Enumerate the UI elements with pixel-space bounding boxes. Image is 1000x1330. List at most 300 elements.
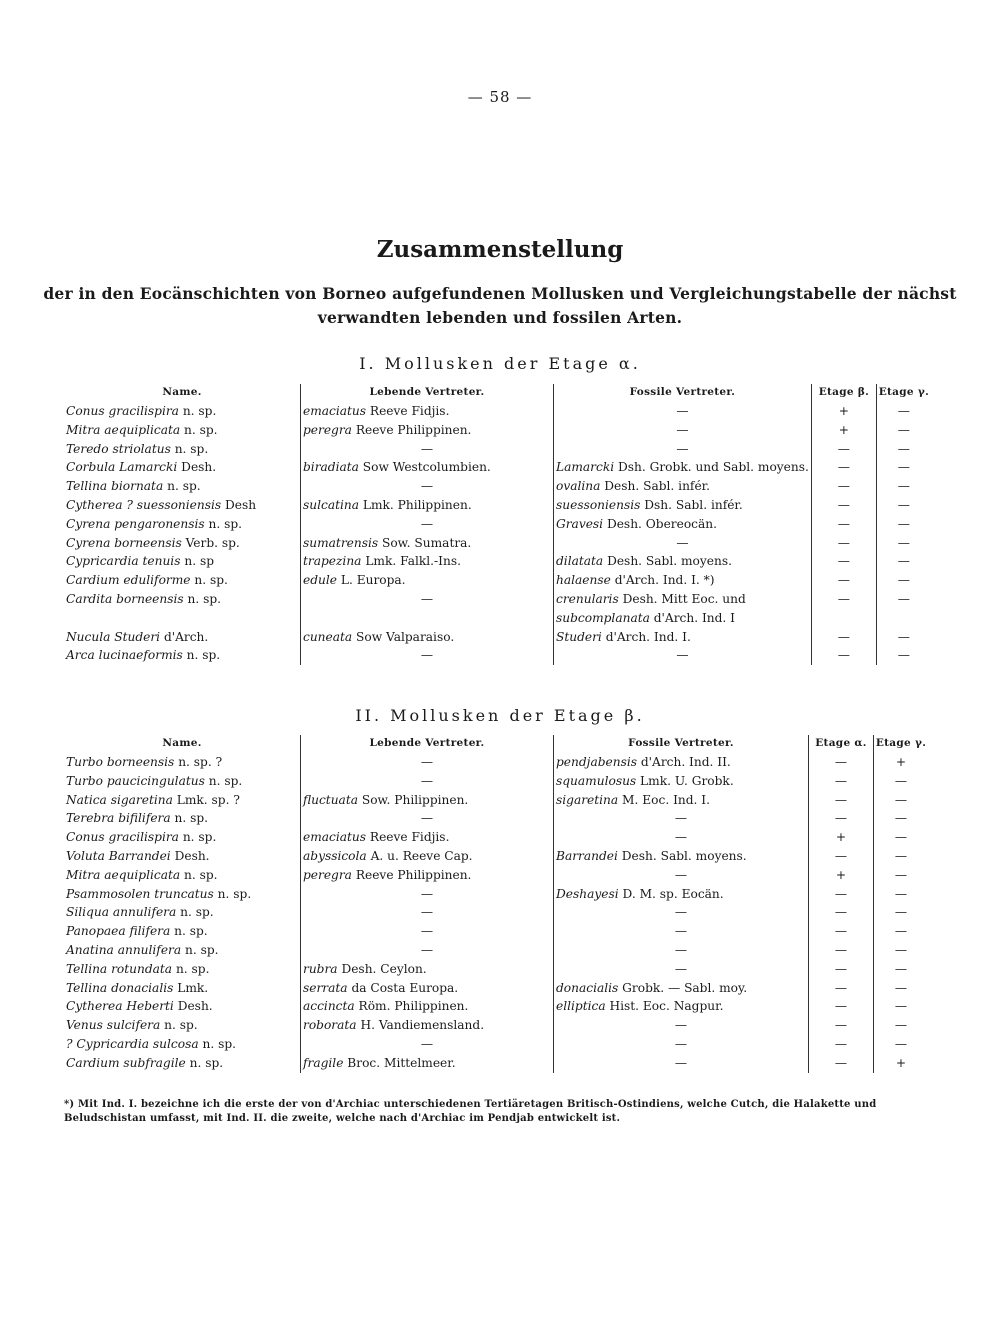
- table-row: [64, 979, 928, 998]
- etage-col-b-mark: —: [874, 885, 929, 904]
- section-2-heading: II. Mollusken der Etage β.: [355, 706, 645, 725]
- etage-col-b-mark: —: [874, 1016, 929, 1035]
- lebende-text: Lmk. Philippinen.: [362, 497, 472, 512]
- fossile-species: squamulosus: [556, 773, 637, 788]
- fossile-text: Lmk. U. Grobk.: [640, 773, 734, 788]
- fossile-cell: [554, 1035, 809, 1054]
- etage-col-a-mark: —: [811, 496, 876, 515]
- etage-col-b-mark: —: [874, 866, 929, 885]
- etage-col-b-mark: —: [874, 772, 929, 791]
- etage-col-b-mark: —: [874, 997, 929, 1016]
- etage-col-a-mark: —: [811, 590, 876, 628]
- table-row: [64, 440, 931, 459]
- lebende-text: Desh. Ceylon.: [341, 961, 427, 976]
- etage-col-a-mark: —: [809, 791, 874, 810]
- species-name: Cytherea Heberti: [66, 999, 174, 1014]
- etage-col-a-mark: —: [811, 477, 876, 496]
- lebende-text: da Costa Europa.: [351, 980, 459, 995]
- species-name-cell: [64, 496, 301, 515]
- fossile-text: —: [676, 441, 689, 456]
- species-author: Desh.: [181, 460, 217, 475]
- fossile-text: Desh. Obereocän.: [606, 516, 717, 531]
- lebende-cell: [301, 847, 554, 866]
- fossile-text: —: [674, 1055, 688, 1070]
- species-name: Mitra aequiplicata: [66, 867, 181, 882]
- lebende-text: —: [420, 811, 434, 826]
- species-name-cell: [64, 960, 301, 979]
- table-header-row: [64, 384, 931, 402]
- lebende-text: —: [420, 479, 434, 494]
- header-lebende: Lebende Vertreter.: [301, 384, 554, 402]
- fossile-cell: [554, 515, 812, 534]
- lebende-cell: [301, 997, 554, 1016]
- species-name-cell: [64, 440, 301, 459]
- lebende-cell: [301, 1054, 554, 1073]
- lebende-cell: [301, 772, 554, 791]
- fossile-cell: [554, 571, 812, 590]
- etage-col-a-mark: —: [809, 941, 874, 960]
- fossile-species-2: subcomplanata: [556, 610, 650, 625]
- table-row: [64, 646, 931, 665]
- etage-col-a-mark: —: [809, 960, 874, 979]
- species-name-cell: [64, 402, 301, 421]
- header-fossile: Fossile Vertreter.: [554, 735, 809, 753]
- etage-col-b-mark: —: [876, 402, 931, 421]
- subtitle: [40, 282, 960, 330]
- table-row: [64, 628, 931, 647]
- lebende-cell: [301, 590, 554, 628]
- header-etage-beta: Etage β.: [811, 384, 876, 402]
- etage-col-a-mark: —: [809, 753, 874, 772]
- lebende-species: sulcatina: [303, 497, 360, 512]
- table-row: [64, 847, 928, 866]
- etage-col-a-mark: +: [811, 402, 876, 421]
- fossile-text: M. Eoc. Ind. I.: [622, 792, 710, 807]
- etage-col-b-mark: —: [876, 440, 931, 459]
- lebende-cell: [301, 496, 554, 515]
- etage-col-b-mark: —: [876, 590, 931, 628]
- species-name: Venus sulcifera: [66, 1018, 161, 1033]
- species-name-cell: [64, 477, 301, 496]
- species-name: Psammosolen truncatus: [66, 886, 214, 901]
- species-name: ? Cypricardia sulcosa: [66, 1036, 199, 1051]
- fossile-species: elliptica: [556, 999, 606, 1014]
- species-author: n. sp.: [182, 830, 217, 845]
- fossile-text: Dsh. Sabl. infér.: [644, 497, 743, 512]
- lebende-text: Reeve Philippinen.: [355, 867, 472, 882]
- species-author: Verb. sp.: [185, 535, 240, 550]
- fossile-cell: [554, 979, 809, 998]
- etage-col-b-mark: —: [876, 571, 931, 590]
- species-name: Cypricardia tenuis: [66, 554, 181, 569]
- section-2-table: [64, 735, 928, 1073]
- table-header-row: [64, 735, 928, 753]
- species-name: Teredo striolatus: [66, 441, 171, 456]
- species-name-cell: [64, 809, 301, 828]
- etage-col-a-mark: —: [809, 903, 874, 922]
- table-row: [64, 534, 931, 553]
- lebende-cell: [301, 477, 554, 496]
- species-author: n. sp. ?: [178, 755, 223, 769]
- species-name: Tellina rotundata: [66, 961, 173, 976]
- lebende-species: peregra: [303, 867, 352, 882]
- table-row: [64, 997, 928, 1016]
- fossile-cell: [554, 590, 812, 628]
- lebende-cell: [301, 753, 554, 772]
- etage-col-b-mark: —: [876, 496, 931, 515]
- fossile-cell: [554, 552, 812, 571]
- fossile-text: Grobk. — Sabl. moy.: [622, 980, 748, 995]
- fossile-species: Deshayesi: [556, 886, 619, 901]
- lebende-text: H. Vandiemensland.: [360, 1018, 485, 1033]
- lebende-cell: [301, 440, 554, 459]
- species-name-cell: [64, 847, 301, 866]
- species-name-cell: [64, 866, 301, 885]
- fossile-cell: [554, 753, 809, 772]
- fossile-text: d'Arch. Ind. II.: [640, 755, 731, 769]
- species-author: Lmk. sp. ?: [176, 792, 240, 807]
- species-author: n. sp.: [164, 1018, 198, 1033]
- fossile-text: D. M. sp. Eocän.: [622, 886, 724, 901]
- table-row: [64, 866, 928, 885]
- species-name-cell: [64, 791, 301, 810]
- lebende-text: —: [420, 441, 434, 456]
- fossile-species: suessoniensis: [556, 497, 641, 512]
- species-author: n. sp.: [174, 441, 209, 456]
- species-author: Desh.: [174, 848, 210, 863]
- table-row: [64, 552, 931, 571]
- lebende-text: Sow. Philippinen.: [361, 792, 469, 807]
- fossile-text: —: [674, 811, 688, 826]
- lebende-text: —: [420, 591, 434, 606]
- fossile-text: Desh. Sabl. infér.: [604, 479, 711, 494]
- lebende-cell: [301, 941, 554, 960]
- lebende-cell: [301, 458, 554, 477]
- fossile-species: dilatata: [556, 554, 604, 569]
- species-name-cell: [64, 628, 301, 647]
- species-name: Cyrena pengaronensis: [66, 516, 205, 531]
- fossile-species: halaense: [556, 573, 611, 588]
- lebende-text: Reeve Fidjis.: [369, 830, 450, 845]
- species-author: n. sp.: [180, 905, 214, 920]
- lebende-species: peregra: [303, 422, 352, 437]
- fossile-species: sigaretina: [556, 792, 619, 807]
- etage-col-b-mark: —: [876, 477, 931, 496]
- fossile-text: Desh. Sabl. moyens.: [621, 848, 747, 863]
- etage-col-b-mark: +: [874, 753, 929, 772]
- species-name-cell: [64, 458, 301, 477]
- etage-col-b-mark: —: [874, 809, 929, 828]
- fossile-text: Dsh. Grobk. und Sabl. moyens.: [618, 460, 809, 475]
- lebende-text: Reeve Philippinen.: [355, 422, 472, 437]
- fossile-text: —: [676, 422, 689, 437]
- species-author: n. sp.: [186, 648, 221, 663]
- lebende-text: —: [420, 1036, 434, 1051]
- species-author: n. sp.: [182, 404, 217, 418]
- fossile-text: Hist. Eoc. Nagpur.: [609, 999, 724, 1014]
- table-row: [64, 809, 928, 828]
- etage-col-a-mark: —: [811, 440, 876, 459]
- species-name-cell: [64, 772, 301, 791]
- lebende-species: biradiata: [303, 460, 359, 475]
- table-row: [64, 458, 931, 477]
- header-name: Name.: [162, 737, 202, 749]
- fossile-cell: [554, 1054, 809, 1073]
- fossile-cell: [554, 496, 812, 515]
- lebende-text: Sow Valparaiso.: [356, 629, 455, 644]
- fossile-text: —: [674, 1018, 688, 1033]
- etage-col-b-mark: —: [874, 828, 929, 847]
- species-author: n. sp.: [175, 961, 210, 976]
- species-name: Voluta Barrandei: [66, 848, 171, 863]
- species-author: Lmk.: [177, 980, 209, 995]
- etage-col-a-mark: —: [811, 515, 876, 534]
- fossile-cell: [554, 421, 812, 440]
- etage-col-a-mark: —: [809, 885, 874, 904]
- species-name: Turbo paucicingulatus: [66, 773, 205, 788]
- lebende-cell: [301, 552, 554, 571]
- table-row: [64, 1016, 928, 1035]
- fossile-cell: [554, 402, 812, 421]
- lebende-cell: [301, 421, 554, 440]
- species-name: Siliqua annulifera: [66, 905, 177, 920]
- lebende-text: Lmk. Falkl.-Ins.: [365, 554, 461, 569]
- etage-col-a-mark: —: [811, 552, 876, 571]
- species-name-cell: [64, 1054, 301, 1073]
- lebende-text: A. u. Reeve Cap.: [370, 848, 473, 863]
- lebende-species: fragile: [303, 1055, 344, 1070]
- lebende-species: serrata: [303, 980, 348, 995]
- header-fossile: Fossile Vertreter.: [554, 384, 812, 402]
- fossile-text-2: d'Arch. Ind. I: [653, 610, 735, 625]
- table-row: [64, 402, 931, 421]
- fossile-cell: [554, 941, 809, 960]
- species-name: Corbula Lamarcki: [66, 460, 178, 475]
- page-title: Zusammenstellung: [376, 236, 624, 263]
- fossile-species: crenularis: [556, 591, 619, 606]
- species-name-cell: [64, 421, 301, 440]
- species-name-cell: [64, 922, 301, 941]
- lebende-cell: [301, 903, 554, 922]
- species-name: Cardium subfragile: [66, 1055, 186, 1070]
- etage-col-b-mark: —: [876, 421, 931, 440]
- fossile-cell: [554, 903, 809, 922]
- species-author: n. sp.: [187, 591, 222, 606]
- fossile-cell: [554, 534, 812, 553]
- table-row: [64, 828, 928, 847]
- fossile-text: Desh. Sabl. moyens.: [607, 554, 732, 569]
- species-name-cell: [64, 997, 301, 1016]
- fossile-cell: [554, 477, 812, 496]
- lebende-cell: [301, 628, 554, 647]
- lebende-species: emaciatus: [303, 830, 367, 845]
- species-name: Cytherea ? suessoniensis: [66, 497, 222, 512]
- etage-col-a-mark: —: [811, 628, 876, 647]
- table-row: [64, 1054, 928, 1073]
- species-name: Panopaea filifera: [66, 924, 171, 939]
- lebende-species: sumatrensis: [303, 535, 379, 550]
- fossile-text: —: [674, 867, 688, 882]
- header-etage-gamma: Etage γ.: [874, 735, 929, 753]
- etage-col-a-mark: +: [809, 866, 874, 885]
- fossile-text: —: [674, 924, 688, 939]
- table-row: [64, 496, 931, 515]
- etage-col-b-mark: —: [874, 979, 929, 998]
- page-number: — 58 —: [467, 88, 533, 106]
- lebende-text: L. Europa.: [340, 573, 406, 588]
- etage-col-b-mark: —: [874, 1035, 929, 1054]
- species-name-cell: [64, 828, 301, 847]
- table-row: [64, 571, 931, 590]
- fossile-text: —: [674, 830, 688, 845]
- fossile-cell: [554, 997, 809, 1016]
- species-name-cell: [64, 646, 301, 665]
- etage-col-a-mark: —: [809, 1016, 874, 1035]
- species-name-cell: [64, 1016, 301, 1035]
- lebende-cell: [301, 979, 554, 998]
- etage-col-b-mark: —: [876, 646, 931, 665]
- lebende-cell: [301, 828, 554, 847]
- species-name: Mitra aequiplicata: [66, 422, 181, 437]
- species-author: Desh.: [177, 999, 213, 1014]
- species-name-cell: [64, 941, 301, 960]
- fossile-text: —: [674, 1036, 688, 1051]
- lebende-species: accincta: [303, 999, 355, 1014]
- lebende-cell: [301, 646, 554, 665]
- etage-col-b-mark: —: [874, 941, 929, 960]
- fossile-species: Gravesi: [556, 516, 604, 531]
- table-row: [64, 885, 928, 904]
- lebende-text: —: [420, 516, 434, 531]
- lebende-species: cuneata: [303, 629, 353, 644]
- lebende-cell: [301, 885, 554, 904]
- fossile-cell: [554, 628, 812, 647]
- fossile-text: d'Arch. Ind. I.: [605, 629, 691, 644]
- species-name: Anatina annulifera: [66, 942, 182, 957]
- fossile-text: —: [676, 404, 689, 418]
- lebende-text: —: [420, 924, 434, 939]
- species-name-cell: [64, 552, 301, 571]
- species-author: n. sp.: [217, 886, 252, 901]
- fossile-cell: [554, 922, 809, 941]
- etage-col-b-mark: —: [876, 458, 931, 477]
- lebende-text: Broc. Mittelmeer.: [347, 1055, 456, 1070]
- table-row: [64, 941, 928, 960]
- header-etage-alpha: Etage α.: [809, 735, 874, 753]
- species-author: n. sp.: [184, 867, 218, 882]
- fossile-species: Studeri: [556, 629, 602, 644]
- lebende-species: trapezina: [303, 554, 362, 569]
- species-name-cell: [64, 515, 301, 534]
- species-author: n. sp.: [174, 924, 208, 939]
- table-row: [64, 421, 931, 440]
- table-row: [64, 772, 928, 791]
- lebende-cell: [301, 866, 554, 885]
- species-author: n. sp.: [208, 773, 243, 788]
- lebende-species: roborata: [303, 1018, 357, 1033]
- species-author: n. sp.: [189, 1055, 224, 1070]
- fossile-cell: [554, 772, 809, 791]
- fossile-species: ovalina: [556, 479, 601, 494]
- species-author: n. sp.: [184, 422, 218, 437]
- header-lebende: Lebende Vertreter.: [301, 735, 554, 753]
- species-name: Tellina donacialis: [66, 980, 174, 995]
- etage-col-b-mark: —: [874, 960, 929, 979]
- etage-col-a-mark: —: [809, 772, 874, 791]
- lebende-cell: [301, 922, 554, 941]
- etage-col-a-mark: —: [809, 997, 874, 1016]
- lebende-text: —: [420, 942, 434, 957]
- lebende-text: —: [420, 755, 434, 769]
- lebende-cell: [301, 960, 554, 979]
- lebende-text: —: [420, 905, 434, 920]
- etage-col-b-mark: —: [876, 628, 931, 647]
- fossile-cell: [554, 791, 809, 810]
- fossile-text: —: [676, 535, 689, 550]
- fossile-species: Barrandei: [556, 848, 618, 863]
- subtitle-line-1: der in den Eocänschichten von Borneo aufgefundenen Mollusken und Vergleichungstabelle der nächst: [43, 284, 957, 303]
- lebende-species: edule: [303, 573, 337, 588]
- table-row: [64, 960, 928, 979]
- species-name: Nucula Studeri: [66, 629, 161, 644]
- species-name: Natica sigaretina: [66, 792, 173, 807]
- fossile-cell: [554, 960, 809, 979]
- species-name-cell: [64, 1035, 301, 1054]
- etage-col-b-mark: —: [874, 922, 929, 941]
- header-name: Name.: [162, 386, 202, 398]
- etage-col-b-mark: +: [874, 1054, 929, 1073]
- fossile-cell: [554, 866, 809, 885]
- fossile-cell: [554, 847, 809, 866]
- fossile-species: pendjabensis: [556, 755, 637, 769]
- species-name: Conus gracilispira: [66, 404, 179, 418]
- species-name-cell: [64, 571, 301, 590]
- footnote: *) Mit Ind. I. bezeichne ich die erste der von d'Archiac unterschiedenen Tertiäretagen Britisch-Ostindiens, welche Cutch, die Halakette und Beludschistan umfasst, mit Ind. II. die zweite, welche nach d'Archiac im Pendjab entwickelt ist.: [64, 1099, 877, 1124]
- etage-col-a-mark: —: [809, 809, 874, 828]
- fossile-text: —: [674, 961, 688, 976]
- lebende-species: rubra: [303, 961, 338, 976]
- species-author: n. sp.: [202, 1036, 236, 1051]
- species-author: n. sp.: [194, 573, 228, 588]
- species-name: Tellina biornata: [66, 479, 164, 494]
- species-author: n. sp.: [174, 811, 209, 826]
- table-row: [64, 791, 928, 810]
- fossile-cell: [554, 809, 809, 828]
- species-name-cell: [64, 590, 301, 628]
- species-author: n. sp.: [208, 516, 243, 531]
- etage-col-b-mark: —: [874, 903, 929, 922]
- fossile-text: Desh. Mitt Eoc. und: [622, 591, 746, 606]
- lebende-text: Sow. Sumatra.: [382, 535, 472, 550]
- etage-col-a-mark: —: [809, 922, 874, 941]
- etage-col-b-mark: —: [876, 552, 931, 571]
- etage-col-b-mark: —: [874, 791, 929, 810]
- fossile-cell: [554, 885, 809, 904]
- lebende-cell: [301, 1016, 554, 1035]
- etage-col-a-mark: —: [811, 571, 876, 590]
- table-row: [64, 922, 928, 941]
- table-row: [64, 1035, 928, 1054]
- species-name-cell: [64, 753, 301, 772]
- etage-col-b-mark: —: [876, 534, 931, 553]
- species-name-cell: [64, 903, 301, 922]
- lebende-text: Reeve Fidjis.: [369, 404, 450, 418]
- fossile-cell: [554, 440, 812, 459]
- lebende-text: Sow Westcolumbien.: [362, 460, 491, 475]
- subtitle-line-2: verwandten lebenden und fossilen Arten.: [317, 308, 683, 327]
- section-1-heading: I. Mollusken der Etage α.: [359, 354, 641, 373]
- lebende-text: —: [420, 773, 434, 788]
